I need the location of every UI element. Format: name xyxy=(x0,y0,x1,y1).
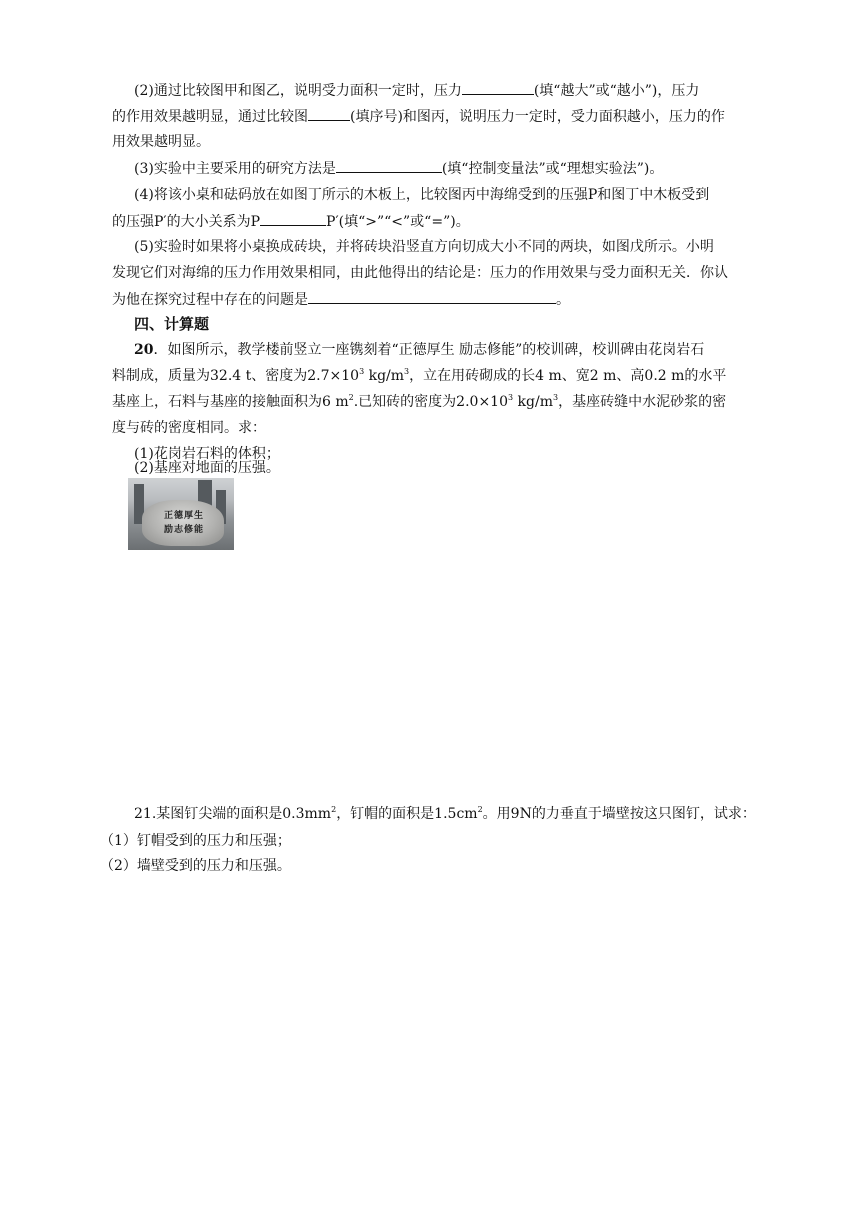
answer-blank-q19-2a[interactable] xyxy=(462,80,534,95)
q19-part5-text-a: 为他在探究过程中存在的问题是 xyxy=(112,292,308,308)
q21-text-c: 。用9N的力垂直于墙壁按这只图钉，试求： xyxy=(482,806,756,822)
q20-subquestion-2: (2)基座对地面的压强。 xyxy=(134,460,280,476)
q19-part5-line1: (5)实验时如果将小桌换成砖块，并将砖块沿竖直方向切成大小不同的两块，如图戊所示。小明 xyxy=(134,239,714,255)
stone-carving-line2: 励志修能 xyxy=(163,525,204,535)
answer-blank-q19-3[interactable] xyxy=(336,158,442,173)
q20-exp-2: 3 xyxy=(404,367,410,376)
section-heading-calculation: 四、计算题 xyxy=(134,315,210,333)
q21-text-a: 21.某图钉尖端的面积是0.3mm xyxy=(134,806,332,822)
q19-part3-line xyxy=(134,158,663,179)
q20-text-3b: .已知砖的密度为2.0×10 xyxy=(353,394,508,410)
q19-part4-text-b: P′(填“>”“<”或“=”)。 xyxy=(326,214,470,230)
stone-carving-line1: 正德厚生 xyxy=(163,511,204,521)
q20-text-2a: 料制成，质量为32.4 t、密度为2.7×10 xyxy=(112,368,360,384)
q19-part2-line3: 用效果越明显。 xyxy=(112,134,210,150)
q21-text-b: ，钉帽的面积是1.5cm xyxy=(336,806,478,822)
q19-part5-text-b: 。 xyxy=(556,292,570,308)
answer-blank-q19-4[interactable] xyxy=(260,211,326,226)
q19-part2-text-c: 的作用效果越明显，通过比较图 xyxy=(112,109,308,125)
q19-part5-line2: 发现它们对海绵的压力作用效果相同，由此他得出的结论是：压力的作用效果与受力面积无关．你认 xyxy=(112,265,728,281)
q19-part4-text-a: 的压强P′的大小关系为P xyxy=(112,214,261,230)
q19-part3-text-a: (3)实验中主要采用的研究方法是 xyxy=(134,161,336,177)
motto-stone-photo xyxy=(128,478,234,550)
q19-part2-text-d: (填序号)和图丙，说明压力一定时，受力面积越小，压力的作 xyxy=(350,109,725,125)
q20-line1 xyxy=(134,340,704,360)
q19-part4-line2 xyxy=(112,211,470,232)
q21-exp-1: 2 xyxy=(331,805,337,814)
q20-text-3a: 基座上，石料与基座的接触面积为6 m xyxy=(112,394,349,410)
q20-line3 xyxy=(112,392,726,412)
q20-text-1: ．如图所示，教学楼前竖立一座镌刻着“正德厚生 励志修能”的校训碑，校训碑由花岗岩石 xyxy=(153,342,705,358)
q19-part2-line2 xyxy=(112,106,725,127)
q20-line4: 度与砖的密度相同。求： xyxy=(112,420,266,436)
q19-part5-line3 xyxy=(112,289,570,310)
q20-subquestion-1: (1)花岗岩石料的体积； xyxy=(134,446,280,462)
q20-number: 20 xyxy=(134,342,154,358)
q21-line1 xyxy=(134,804,756,824)
q20-text-3c: kg/m xyxy=(513,394,553,410)
q20-text-2c: ，立在用砖砌成的长4 m、宽2 m、高0.2 m的水平 xyxy=(409,368,727,384)
answer-blank-q19-5[interactable] xyxy=(308,289,556,304)
q20-line2 xyxy=(112,366,726,386)
q19-part4-line1: (4)将该小桌和砝码放在如图丁所示的木板上，比较图丙中海绵受到的压强P和图丁中木板受到 xyxy=(134,187,710,203)
q20-text-3d: ，基座砖缝中水泥砂浆的密 xyxy=(558,394,727,410)
q21-exp-2: 2 xyxy=(477,805,483,814)
q20-exp-4: 3 xyxy=(508,393,514,402)
q20-exp-5: 3 xyxy=(552,393,559,402)
q19-part2-text-a: (2)通过比较图甲和图乙，说明受力面积一定时，压力 xyxy=(134,83,462,99)
q21-subquestion-1: （1）钉帽受到的压力和压强； xyxy=(100,833,291,849)
q20-exp-3: 2 xyxy=(348,393,354,402)
q20-text-2b: kg/m xyxy=(364,368,405,384)
answer-blank-q19-2b[interactable] xyxy=(308,106,350,121)
q19-part3-text-b: (填“控制变量法”或“理想实验法”)。 xyxy=(441,161,664,177)
q20-exp-1: 3 xyxy=(359,367,365,376)
q21-subquestion-2: （2）墙壁受到的压力和压强。 xyxy=(100,858,291,874)
q19-part2-text-b: (填“越大”或“越小”)，压力 xyxy=(533,83,700,99)
q19-part2-line1 xyxy=(134,80,699,101)
